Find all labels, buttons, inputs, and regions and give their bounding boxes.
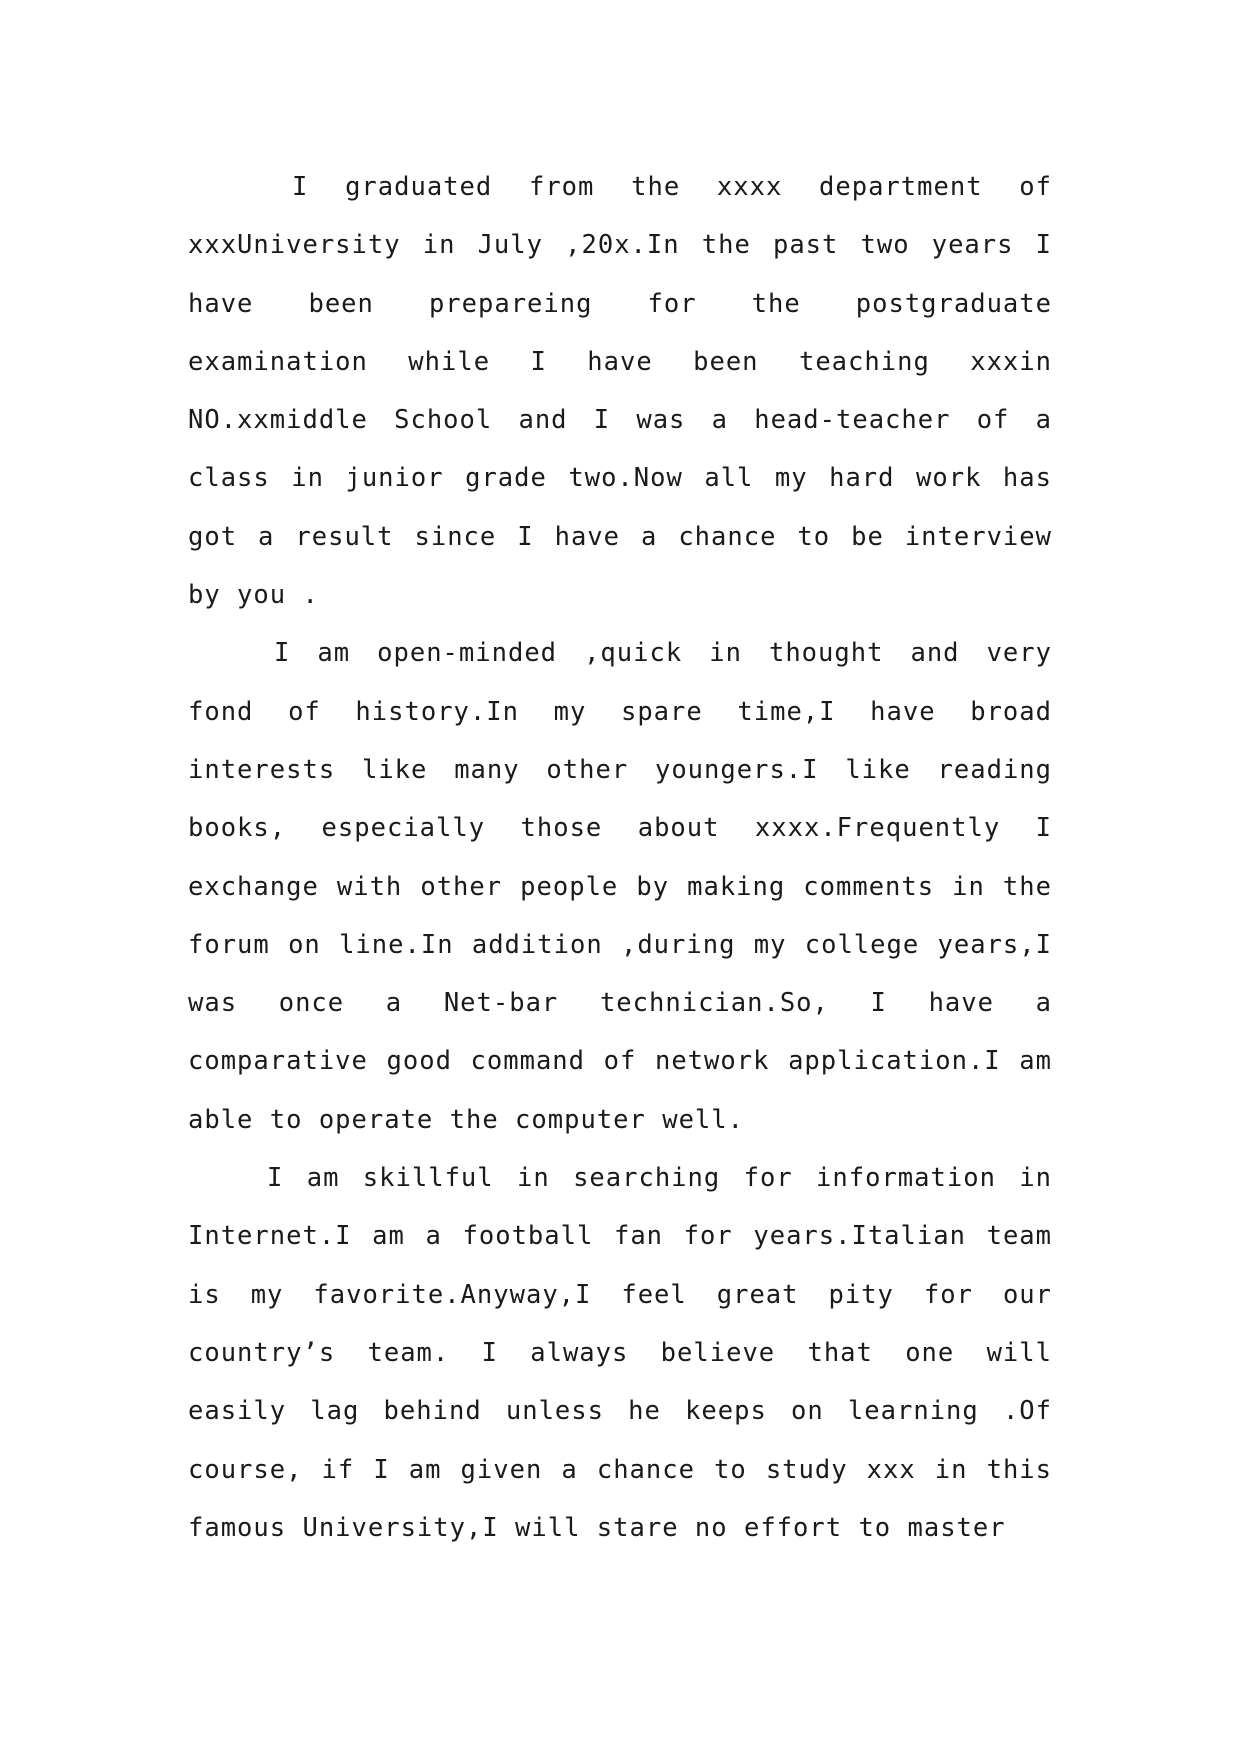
document-body	[188, 158, 1052, 1557]
paragraph-1: I graduated from the xxxx department of xxxUniversity in July ,20x.In the past two years I have been prepareing for the postgraduate examination while I have been teaching xxxin NO.xxmiddle School and I was a head-teacher of a class in junior grade two.Now all my hard work has got a result since I have a chance to be interview by you .	[188, 172, 1052, 611]
paragraph-3: I am skillful in searching for information in Internet.I am a football fan for years.Italian team is my favorite.Anyway,I feel great pity for our country’s team. I always believe that one will easily lag behind unless he keeps on learning .Of course, if I am given a chance to study xxx in this famous University,I will stare no effort to master	[188, 1163, 1052, 1543]
paragraph-2: I am open-minded ,quick in thought and very fond of history.In my spare time,I have broad interests like many other youngers.I like reading books, especially those about xxxx.Frequently I exchange with other people by making comments in the forum on line.In addition ,during my college years,I was once a Net-bar technician.So, I have a comparative good command of network application.I am able to operate the computer well.	[188, 638, 1052, 1135]
